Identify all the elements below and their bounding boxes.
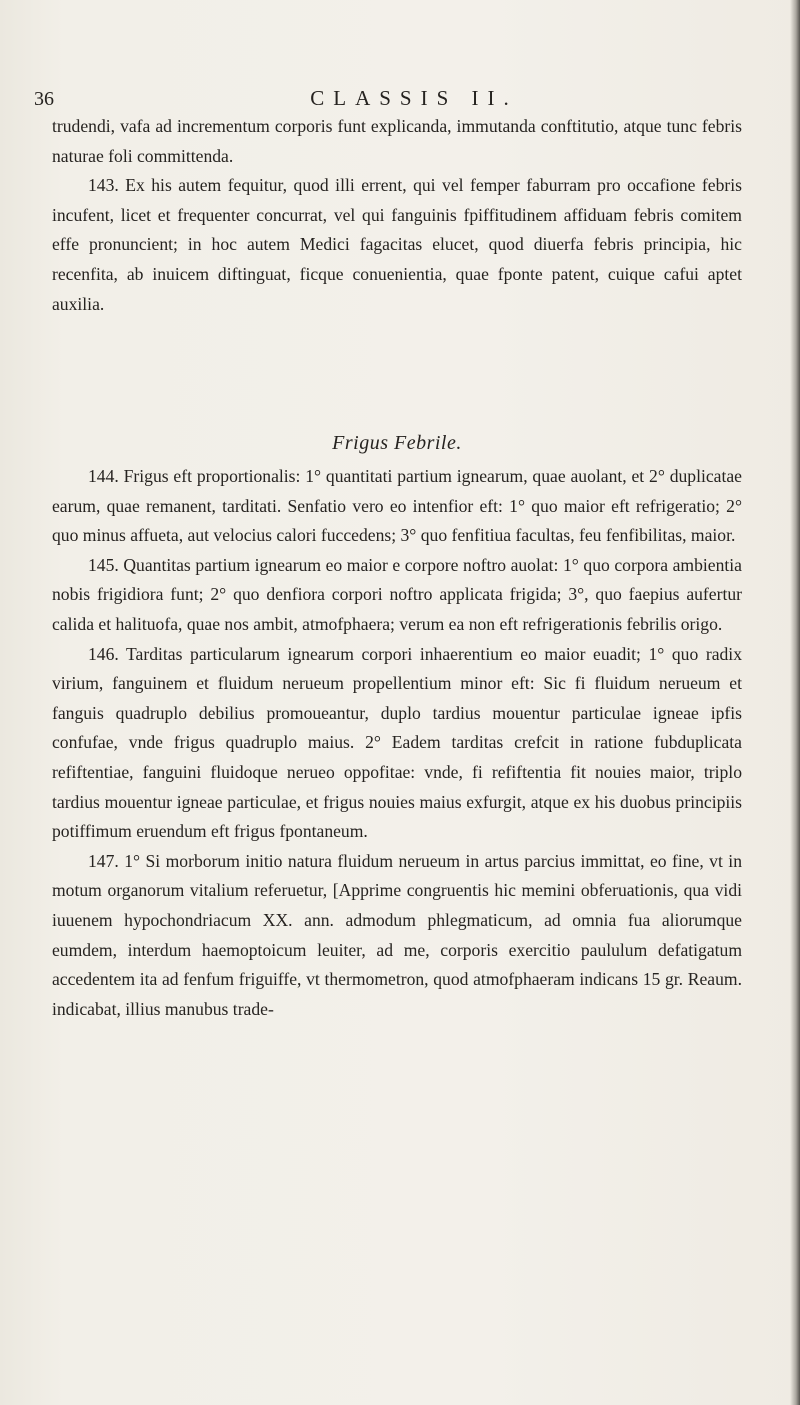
paragraph: 146. Tarditas particularum ignearum corpori inhaerentium eo maior euadit; 1° quo radix virium, fanguinem et fluidum neruеum propellentium minor eft: Sic fi fluidum neruеum et fanguis quadruplo debilius promoueantur, duplo tardius mouentur particulae igneae ipfis confufae, vnde frigus quadruplo maius. 2° Eadem tarditas crefcit in ratione fubduplicata refiftentiae, fanguini fluidoque neruео oppofitae: vnde, fi refiftentia fit nouies maior, triplo tardius mouentur igneae particulae, et frigus nouies maius exfurgit, atque ex his duobus principiis potiffimum eruendum eft frigus fpontaneum. bbox=[52, 643, 742, 842]
paragraph: 143. Ex his autem fequitur, quod illi errent, qui vel femper faburram pro occafione febris incufent, licet et frequenter concurrat, vel qui fanguinis fpiffitudinem affiduam febris comitem effe pronuncient; in hoc autem Medici fagacitas elucet, quod diuerfa febris principia, hic recenfita, ab inuicem diftinguat, ficque conuenientia, quae fponte patent, cuique cafui aptet auxilia. bbox=[52, 175, 742, 314]
page-number: 36 bbox=[34, 88, 54, 110]
body-text-bottom bbox=[52, 462, 742, 1024]
page-title: CLASSIS II. bbox=[310, 86, 518, 110]
paragraph: trudendi, vafa ad incrementum corporis funt explicanda, immutanda conftitutio, atque tunc febris naturae foli committenda. bbox=[52, 116, 742, 166]
paragraph: 144. Frigus eft proportionalis: 1° quantitati partium ignearum, quae auolant, et 2° duplicatae earum, quae remanent, tarditati. Senfatio vero eo intenfior eft: 1° quo maior eft refrigeratio; 2° quo minus affueta, aut velocius calori fuccedens; 3° quo fenfitiua facultas, feu fenfibilitas, maior. bbox=[52, 466, 742, 546]
paragraph: 147. 1° Si morborum initio natura fluidum neruеum in artus parcius immittat, eo fine, vt in motum organorum vitalium referuetur, [Apprime congruentis hic memini obferuationis, qua vidi iuuenem hypochondriacum XX. ann. admodum phlegmaticum, ad omnia fua aliorumque eumdem, interdum haemoptoicum leuiter, ad me, corporis exercitio paululum defatigatum accedentem ita ad fenfum friguiffe, vt thermometron, quod atmofphaeram indicans 15 gr. Reaum. indicabat, illius manubus trade- bbox=[52, 850, 742, 1019]
section-heading: Frigus Febrile. bbox=[332, 432, 462, 454]
paragraph: 145. Quantitas partium ignearum eo maior e corpore noftro auolat: 1° quo corpora ambientia nobis frigidiora funt; 2° quo denfiora corpori noftro applicata frigida; 3°, quo faepius aufertur calida et halituofa, quae nos ambit, atmofphaera; verum ea non eft refrigerationis febrilis origo. bbox=[52, 554, 742, 634]
body-text-top bbox=[52, 112, 742, 319]
page-edge-shadow bbox=[790, 0, 800, 1405]
